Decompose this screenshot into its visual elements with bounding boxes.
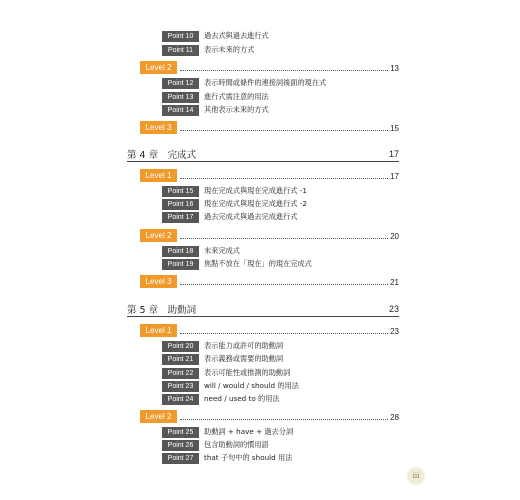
point-title: will / would / should 的用法 [204,381,299,390]
point-title: 表示義務或需要的助動詞 [204,354,284,363]
toc-point-row[interactable] [162,104,269,116]
point-title: need / used to 的用法 [204,394,280,403]
level-page-number: 13 [390,64,399,73]
point-title: 現在完成式與現在完成進行式 -2 [204,199,307,208]
toc-level-row[interactable] [140,324,399,337]
point-badge: Point 26 [162,440,199,451]
point-badge: Point 19 [162,259,199,270]
toc-level-row[interactable] [140,229,399,242]
toc-point-row[interactable] [162,245,240,257]
toc-level-row[interactable] [140,169,399,182]
point-badge: Point 23 [162,381,199,392]
point-badge: Point 18 [162,246,199,257]
point-badge: Point 24 [162,394,199,405]
toc-level-row[interactable] [140,61,399,74]
point-badge: Point 27 [162,453,199,464]
level-page-number: 15 [390,124,399,133]
chapter-page-number: 17 [388,149,399,159]
level-badge: Level 2 [140,410,177,423]
dot-leader [180,332,388,334]
dot-leader [180,177,388,179]
point-title: 表示未來的方式 [204,45,255,54]
point-title: 包含助動詞的慣用語 [204,440,269,449]
point-title: 表示能力或許可的助動詞 [204,341,284,350]
point-title: 過去式與過去進行式 [204,31,269,40]
chapter-title: 第 5 章 助動詞 [127,305,197,316]
chapter-page-number: 23 [388,304,399,314]
toc-point-row[interactable] [162,30,269,42]
dot-leader [180,69,388,71]
dot-leader [180,237,388,239]
toc-point-row[interactable] [162,44,254,56]
toc-point-row[interactable] [162,91,269,103]
point-badge: Point 25 [162,427,199,438]
toc-point-row[interactable] [162,367,290,379]
point-badge: Point 17 [162,212,199,223]
point-title: 助動詞 + have + 過去分詞 [204,427,294,436]
toc-point-row[interactable] [162,340,283,352]
level-badge: Level 1 [140,324,177,337]
toc-chapter-row[interactable] [127,147,399,162]
point-badge: Point 14 [162,105,199,116]
toc-point-row[interactable] [162,426,293,438]
level-badge: Level 1 [140,169,177,182]
level-badge: Level 3 [140,121,177,134]
point-title: 其他表示未來的方式 [204,105,269,114]
point-title: that 子句中的 should 用法 [204,453,293,462]
point-badge: Point 11 [162,45,199,56]
toc-point-row[interactable] [162,439,269,451]
page-number: iii [407,467,425,485]
point-badge: Point 15 [162,186,199,197]
level-page-number: 21 [390,278,399,287]
point-title: 未來完成式 [204,246,240,255]
toc-chapter-row[interactable] [127,302,399,317]
toc-point-row[interactable] [162,258,312,270]
level-badge: Level 2 [140,229,177,242]
toc-point-row[interactable] [162,380,299,392]
toc-point-row[interactable] [162,185,307,197]
toc-level-row[interactable] [140,121,399,134]
dot-leader [180,418,388,420]
chapter-title: 第 4 章 完成式 [127,150,197,161]
level-page-number: 28 [390,413,399,422]
point-title: 現在完成式與現在完成進行式 -1 [204,186,307,195]
toc-level-row[interactable] [140,410,399,423]
dot-leader [180,129,388,131]
point-badge: Point 22 [162,368,199,379]
point-title: 過去完成式與過去完成進行式 [204,212,298,221]
level-badge: Level 3 [140,275,177,288]
point-badge: Point 13 [162,92,199,103]
point-title: 進行式需注意的用法 [204,92,269,101]
level-page-number: 23 [390,327,399,336]
level-page-number: 17 [390,172,399,181]
point-badge: Point 12 [162,78,199,89]
toc-point-row[interactable] [162,77,326,89]
toc-point-row[interactable] [162,211,297,223]
toc-level-row[interactable] [140,275,399,288]
point-title: 焦點不放在「現在」的現在完成式 [204,259,312,268]
point-badge: Point 21 [162,354,199,365]
point-badge: Point 20 [162,341,199,352]
level-page-number: 20 [390,232,399,241]
dot-leader [180,283,388,285]
point-badge: Point 16 [162,199,199,210]
level-badge: Level 2 [140,61,177,74]
point-title: 表示可能性或推測的助動詞 [204,368,291,377]
toc-point-row[interactable] [162,353,283,365]
point-badge: Point 10 [162,31,199,42]
toc-point-row[interactable] [162,452,292,464]
toc-point-row[interactable] [162,198,307,210]
point-title: 表示時間或條件的連接詞後面的現在式 [204,78,327,87]
toc-point-row[interactable] [162,393,280,405]
